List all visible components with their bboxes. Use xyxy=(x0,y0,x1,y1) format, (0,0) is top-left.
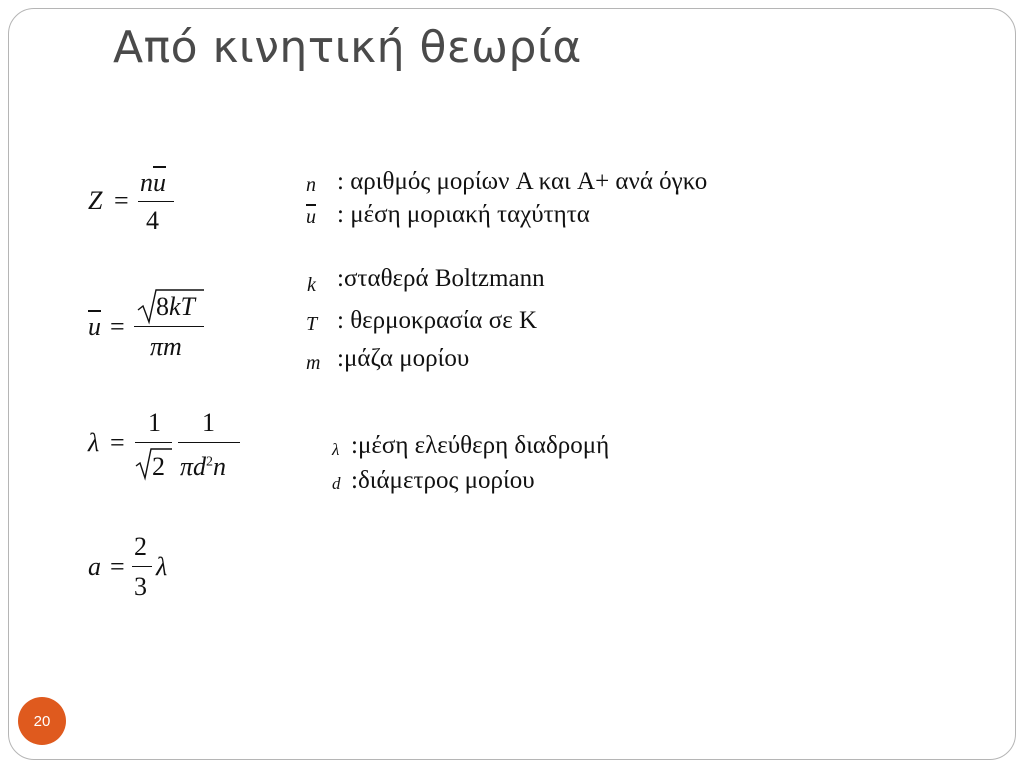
fraction-bar xyxy=(134,326,204,327)
formula-lhs: Z xyxy=(88,186,103,215)
formula-lhs: $\overline{u}$ xyxy=(88,312,101,341)
definition-text: : αριθμός μορίων A και A+ ανά όγκο xyxy=(337,168,708,195)
formula-numerator: 1 xyxy=(202,408,215,437)
formula-lhs: a xyxy=(88,552,101,581)
definition-symbol: k xyxy=(307,274,316,296)
formula-denominator: 3 xyxy=(134,572,147,601)
definition-text: : μέση μοριακή ταχύτητα xyxy=(337,201,590,228)
slide-frame xyxy=(8,8,1016,760)
definition-symbol: λ xyxy=(332,440,340,459)
definition-symbol: d xyxy=(332,474,341,493)
formula-denominator: 4 xyxy=(146,206,159,235)
definition-symbol: $\overline{u}$ xyxy=(306,206,316,228)
formula-equals: = xyxy=(110,428,125,457)
formula-denominator: $\pi d^2n$ xyxy=(180,452,227,481)
fraction-bar xyxy=(135,442,172,443)
formula-numerator: 2 xyxy=(134,532,147,561)
formula-equals: = xyxy=(110,312,125,341)
definition-text: : θερμοκρασία σε K xyxy=(337,307,538,334)
formula-rhs: λ xyxy=(156,552,168,581)
formula-equals: = xyxy=(110,552,125,581)
fraction-bar xyxy=(132,566,152,567)
definition-text: :διάμετρος μορίου xyxy=(351,467,535,494)
page-title: Από κινητική θεωρία xyxy=(113,22,582,73)
fraction-bar xyxy=(138,201,174,202)
page-number-badge: 20 xyxy=(18,697,66,745)
formula-equals: = xyxy=(114,186,129,215)
formula-numerator: 1 xyxy=(148,408,161,437)
fraction-bar xyxy=(178,442,240,443)
definition-symbol: m xyxy=(306,352,321,374)
definition-text: :σταθερά Boltzmann xyxy=(337,265,545,292)
formula-numerator: $n\overline{u}$ xyxy=(140,168,166,197)
definition-text: :μάζα μορίου xyxy=(337,345,470,372)
sqrt-argument: 8kT xyxy=(156,292,195,321)
definition-symbol: n xyxy=(306,174,316,196)
definition-symbol: T xyxy=(306,313,318,335)
formula-lhs: λ xyxy=(88,428,100,457)
definition-text: :μέση ελεύθερη διαδρομή xyxy=(351,432,610,459)
formula-denominator: πm xyxy=(150,332,182,361)
formula-denominator: 2 xyxy=(152,452,165,481)
